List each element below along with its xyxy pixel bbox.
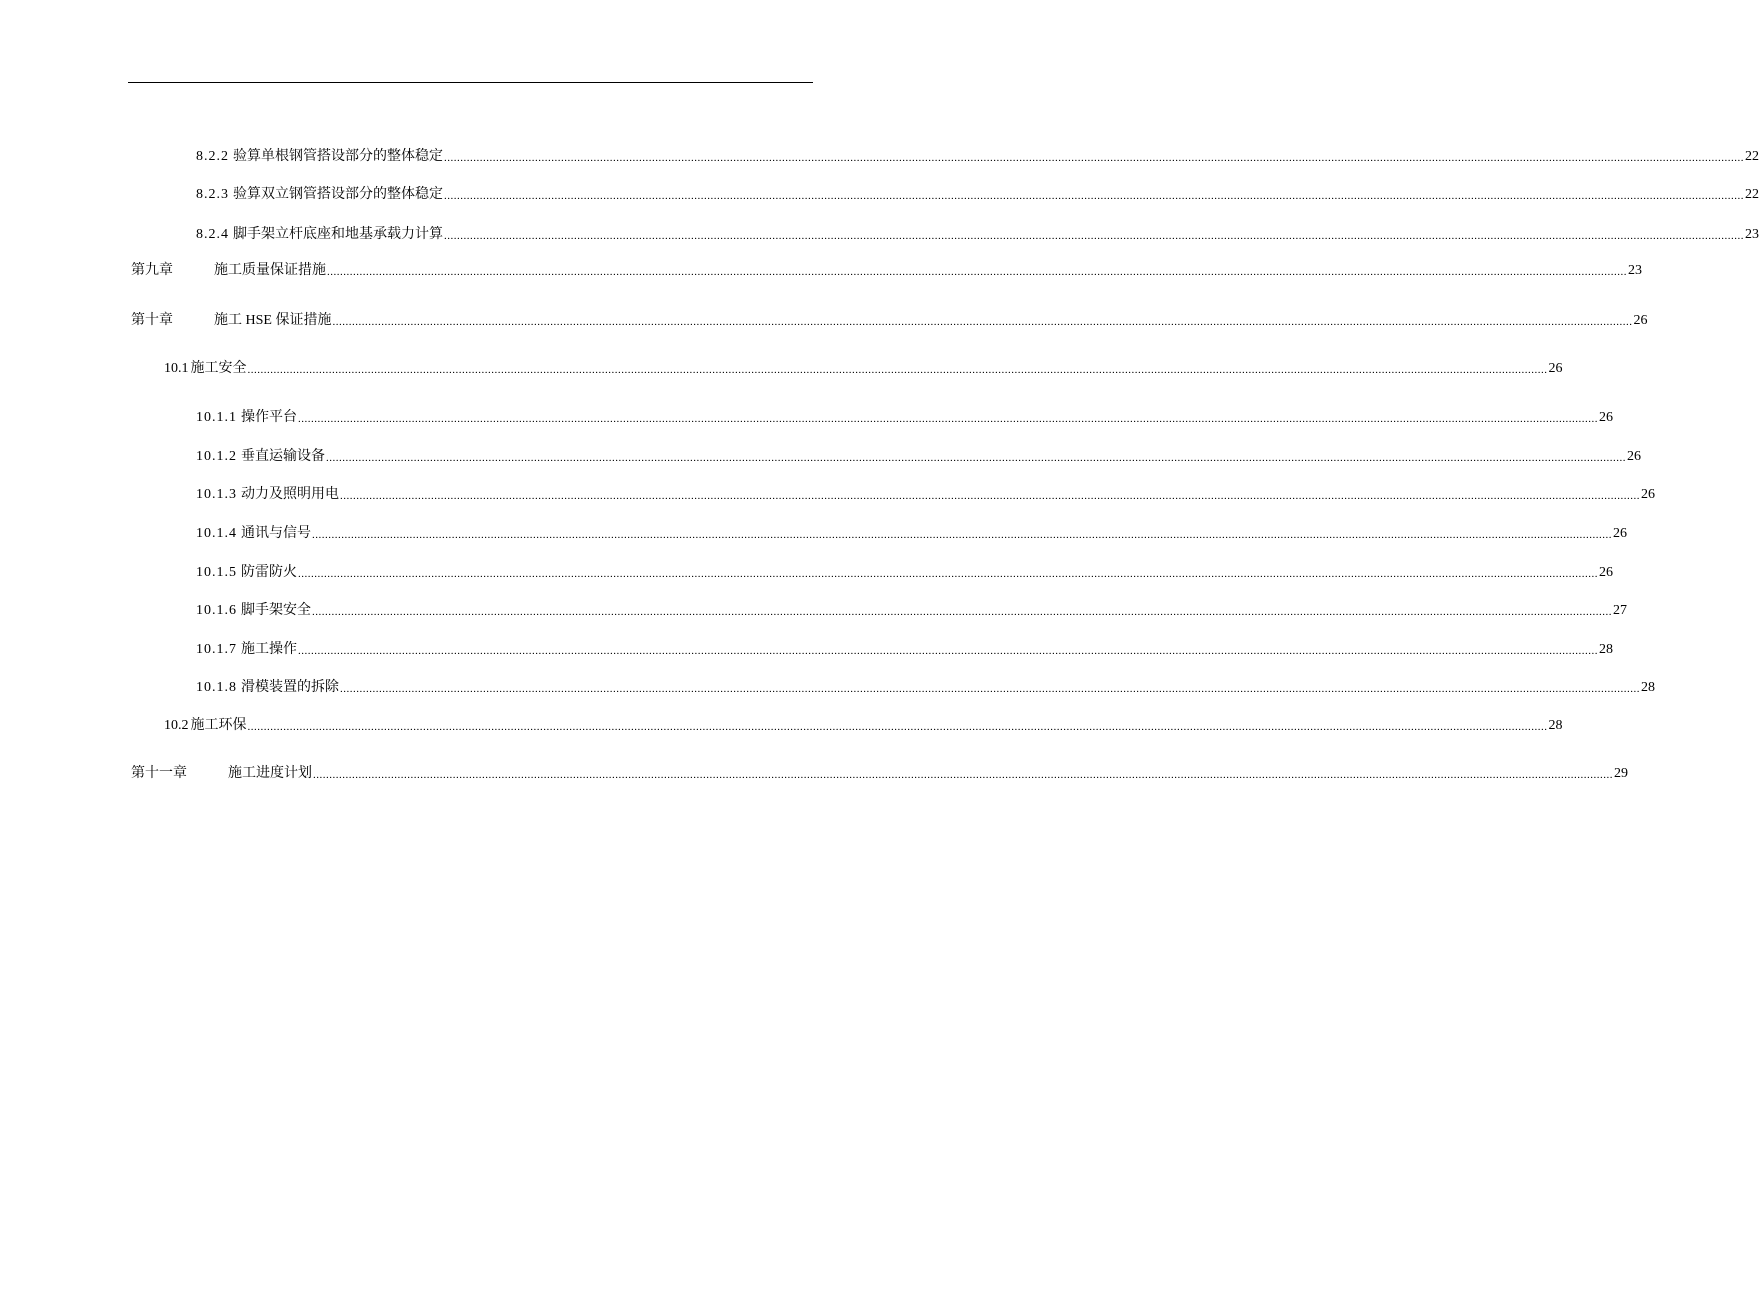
toc-entry-number: 第十章 <box>131 313 173 328</box>
toc-entry-number: 10.1.3 <box>196 487 237 502</box>
toc-leader-dots: ................................................................................................................................................................................................................................................................................................................................................................................................................ <box>247 364 1548 376</box>
toc-entry-title: 施工环保 <box>190 718 247 733</box>
toc-entry-page: 28 <box>1548 718 1563 733</box>
toc-entry-number: 10.1.5 <box>196 565 237 580</box>
toc-entry-10-1-2[interactable] <box>0 448 1641 466</box>
toc-leader-dots: ................................................................................................................................................................................................................................................................................................................................................................................................................ <box>332 316 1633 328</box>
toc-leader-dots: ................................................................................................................................................................................................................................................................................................................................................................................................................ <box>298 645 1598 657</box>
toc-leader-dots: ................................................................................................................................................................................................................................................................................................................................................................................................................ <box>340 490 1640 502</box>
toc-entry-page: 22 <box>1745 149 1759 164</box>
toc-entry-8-2-3[interactable] <box>0 186 1759 204</box>
toc-leader-dots: ................................................................................................................................................................................................................................................................................................................................................................................................................ <box>298 568 1598 580</box>
toc-entry-page: 29 <box>1614 766 1628 781</box>
toc-leader-dots: ................................................................................................................................................................................................................................................................................................................................................................................................................ <box>444 152 1744 164</box>
toc-entry-number: 10.1.6 <box>196 603 237 618</box>
toc-entry-title: 验算双立钢管搭设部分的整体稳定 <box>233 187 443 202</box>
toc-entry-10-2[interactable] <box>0 717 1563 735</box>
toc-entry-page: 22 <box>1745 187 1759 202</box>
toc-entry-page: 28 <box>1599 642 1613 657</box>
toc-entry-number: 10.1 <box>164 361 189 376</box>
toc-entry-page: 26 <box>1599 565 1613 580</box>
toc-entry-title: 施工操作 <box>241 642 297 657</box>
toc-entry-title: 垂直运输设备 <box>241 449 325 464</box>
toc-entry-10-1-8[interactable] <box>0 679 1655 697</box>
toc-entry-number: 10.1.4 <box>196 526 237 541</box>
toc-entry-title: 脚手架立杆底座和地基承载力计算 <box>233 227 443 242</box>
toc-entry-title: 施工 HSE 保证措施 <box>214 313 332 328</box>
toc-entry-title: 动力及照明用电 <box>241 487 339 502</box>
toc-entry-number: 10.2 <box>164 718 189 733</box>
toc-entry-title: 滑模装置的拆除 <box>241 680 339 695</box>
toc-entry-8-2-2[interactable] <box>0 148 1759 166</box>
toc-leader-dots: ................................................................................................................................................................................................................................................................................................................................................................................................................ <box>327 266 1627 278</box>
toc-leader-dots: ................................................................................................................................................................................................................................................................................................................................................................................................................ <box>340 683 1640 695</box>
toc-entry-10-1[interactable] <box>0 360 1563 378</box>
toc-leader-dots: ................................................................................................................................................................................................................................................................................................................................................................................................................ <box>298 413 1598 425</box>
toc-entry-number: 10.1.7 <box>196 642 237 657</box>
toc-entry-page: 23 <box>1745 227 1759 242</box>
toc-entry-number: 10.1.1 <box>196 410 237 425</box>
toc-entry-number: 8.2.2 <box>196 149 229 164</box>
toc-entry-number: 第九章 <box>131 263 173 278</box>
toc-entry-title: 施工安全 <box>190 361 247 376</box>
toc-entry-title: 操作平台 <box>241 410 297 425</box>
toc-leader-dots: ................................................................................................................................................................................................................................................................................................................................................................................................................ <box>444 190 1744 202</box>
toc-entry-8-2-4[interactable] <box>0 226 1759 244</box>
toc-entry-number: 8.2.3 <box>196 187 229 202</box>
toc-entry-chapter-10[interactable] <box>0 312 1648 330</box>
toc-leader-dots: ................................................................................................................................................................................................................................................................................................................................................................................................................ <box>444 230 1744 242</box>
toc-entry-title: 验算单根钢管搭设部分的整体稳定 <box>233 149 443 164</box>
toc-entry-page: 26 <box>1641 487 1655 502</box>
toc-entry-page: 26 <box>1548 361 1563 376</box>
toc-entry-page: 26 <box>1627 449 1641 464</box>
toc-entry-page: 28 <box>1641 680 1655 695</box>
toc-entry-10-1-1[interactable] <box>0 409 1613 427</box>
toc-entry-10-1-7[interactable] <box>0 641 1613 659</box>
toc-entry-title: 施工质量保证措施 <box>214 263 326 278</box>
toc-entry-title: 施工进度计划 <box>228 766 312 781</box>
toc-entry-10-1-5[interactable] <box>0 564 1613 582</box>
toc-entry-chapter-11[interactable] <box>0 765 1628 783</box>
toc-entry-page: 26 <box>1633 313 1648 328</box>
toc-leader-dots: ................................................................................................................................................................................................................................................................................................................................................................................................................ <box>247 721 1548 733</box>
toc-leader-dots: ................................................................................................................................................................................................................................................................................................................................................................................................................ <box>326 452 1626 464</box>
toc-entry-title: 脚手架安全 <box>241 603 311 618</box>
toc-entry-number: 第十一章 <box>131 766 187 781</box>
toc-entry-chapter-9[interactable] <box>0 262 1642 280</box>
toc-entry-number: 8.2.4 <box>196 227 229 242</box>
toc-entry-page: 26 <box>1599 410 1613 425</box>
toc-leader-dots: ................................................................................................................................................................................................................................................................................................................................................................................................................ <box>312 606 1612 618</box>
toc-entry-10-1-3[interactable] <box>0 486 1655 504</box>
toc-entry-10-1-6[interactable] <box>0 602 1627 620</box>
toc-leader-dots: ................................................................................................................................................................................................................................................................................................................................................................................................................ <box>312 529 1612 541</box>
toc-entry-page: 23 <box>1628 263 1642 278</box>
toc-entry-title: 通讯与信号 <box>241 526 311 541</box>
toc-entry-number: 10.1.2 <box>196 449 237 464</box>
toc-entry-page: 26 <box>1613 526 1627 541</box>
toc-leader-dots: ................................................................................................................................................................................................................................................................................................................................................................................................................ <box>313 769 1613 781</box>
toc-entry-page: 27 <box>1613 603 1627 618</box>
header-rule <box>128 82 813 83</box>
toc-entry-number: 10.1.8 <box>196 680 237 695</box>
toc-entry-10-1-4[interactable] <box>0 525 1627 543</box>
toc-entry-title: 防雷防火 <box>241 565 297 580</box>
